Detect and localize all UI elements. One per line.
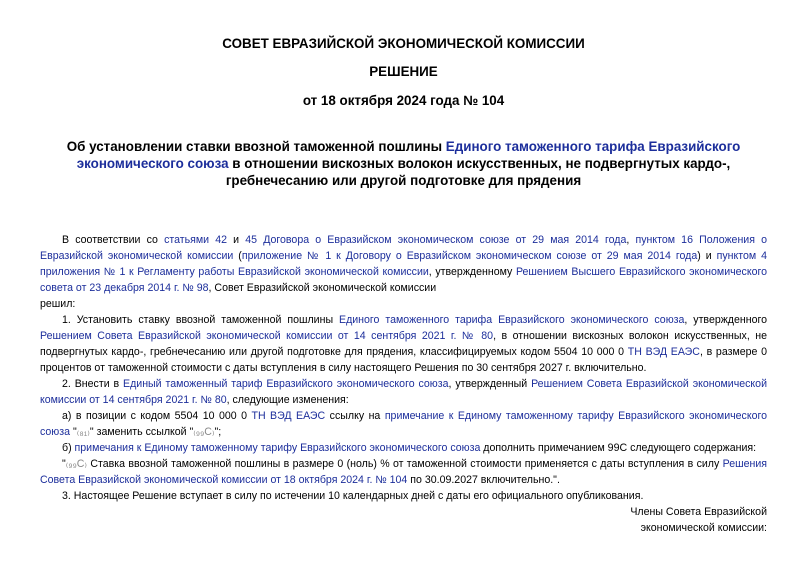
text: Ставка ввозной таможенной пошлины в размере 0 (ноль) % от таможенной стоимости применяется с даты вступления в силу (87, 458, 723, 470)
text: ( (233, 250, 242, 262)
text: , утвержденный (448, 378, 532, 390)
item-2a-paragraph (40, 408, 767, 440)
link-commission-regulation[interactable]: пунктом 16 Положения о Евразийской экономической комиссии (40, 234, 767, 262)
text: ) и (697, 250, 717, 262)
signature-block (630, 504, 767, 536)
link-council-decision-80[interactable]: Решением Совета Евразийской экономической комиссии от 14 сентября 2021 г. № 80 (40, 330, 494, 342)
text: , в отношении вискозных волокон искусственных, не подвергнутых кардо-, гребнечесанию или другой подготовке для прядения, классифицируемых кодом 5504 10 000 0 (40, 330, 767, 358)
text: 1. Установить ставку ввозной таможенной пошлины (62, 314, 340, 326)
text: " (62, 458, 66, 470)
text: , следующие изменения: (226, 394, 349, 406)
link-tariff-notes[interactable]: примечание к Единому таможенному тарифу Евразийского экономического союза (40, 410, 767, 438)
link-article-42[interactable]: статьями 42 (164, 234, 228, 246)
link-tn-ved[interactable]: ТН ВЭД ЕАЭС (251, 410, 326, 422)
title-text: в отношении вискозных волокон искусственных, не подвергнутых кардо-, гребнечесанию или другой подготовке для прядения (225, 156, 731, 188)
link-treaty-article-45[interactable]: 45 Договора о Евразийском экономическом союзе от 29 мая 2014 года (245, 234, 627, 246)
text: и (227, 234, 246, 246)
signature-line: Члены Совета Евразийской (630, 506, 767, 518)
text: , в размере 0 процентов от таможенной стоимости с даты вступления в силу настоящего Решения по 30 сентября 2027 г. включительно. (40, 346, 768, 374)
text: В соответствии со (62, 234, 165, 246)
footnote-glyph: ₍₉₉С₎ (65, 458, 88, 470)
link-council-decision-80[interactable]: Решением Совета Евразийской экономической комиссии от 14 сентября 2021 г. № 80 (40, 378, 767, 406)
text: б) (62, 442, 75, 454)
text: " (70, 426, 77, 438)
text: по 30.09.2027 включительно.". (407, 474, 560, 486)
link-supreme-council-decision[interactable]: Решением Высшего Евразийского экономического совета от 23 декабря 2014 г. № 98 (40, 266, 767, 294)
text: а) в позиции с кодом 5504 10 000 0 (62, 410, 252, 422)
item-2-paragraph (40, 376, 767, 408)
signature-line: экономической комиссии: (640, 522, 767, 534)
organization-heading: СОВЕТ ЕВРАЗИЙСКОЙ ЭКОНОМИЧЕСКОЙ КОМИССИИ (222, 36, 585, 51)
text: 2. Внести в (62, 378, 124, 390)
link-rules-of-procedure[interactable]: пунктом 4 приложения № 1 к Регламенту работы Евразийской экономической комиссии (40, 250, 767, 278)
note-99c-paragraph (40, 456, 767, 488)
text: , утвержденного (684, 314, 767, 326)
footnote-glyph: ₍₉₉С₎ (193, 426, 215, 438)
text: , утвержденному (428, 266, 516, 278)
footnote-glyph: ₍₈₁₎ (76, 426, 90, 438)
text: дополнить примечанием 99С следующего содержания: (480, 442, 757, 454)
link-customs-tariff[interactable]: Единого таможенного тарифа Евразийского экономического союза (339, 314, 685, 326)
text: ссылку на (325, 410, 385, 422)
text: , Совет Евразийской экономической комиссии (208, 282, 437, 294)
text: "; (214, 426, 222, 438)
link-customs-tariff[interactable]: Единый таможенный тариф Евразийского экономического союза (123, 378, 449, 390)
text: , (626, 234, 636, 246)
document-type-heading: РЕШЕНИЕ (369, 64, 438, 79)
item-1-paragraph (40, 312, 767, 376)
link-tariff-notes[interactable]: примечания к Единому таможенному тарифу Евразийского экономического союза (74, 442, 481, 454)
title-link-customs-tariff[interactable]: Единого таможенного тарифа Евразийского экономического союза (76, 139, 741, 171)
link-council-decision-104[interactable]: Решения Совета Евразийской экономической комиссии от 18 октября 2024 г. № 104 (40, 458, 767, 486)
item-2b-paragraph (40, 440, 767, 456)
document-date-number: от 18 октября 2024 года № 104 (302, 93, 505, 108)
link-treaty-annex-1[interactable]: приложение № 1 к Договору о Евразийском экономическом союзе от 29 мая 2014 года (241, 250, 698, 262)
link-tn-ved[interactable]: ТН ВЭД ЕАЭС (627, 346, 700, 358)
resolved-label: решил: (40, 298, 76, 310)
preamble-paragraph (40, 232, 767, 296)
item-3-paragraph: 3. Настоящее Решение вступает в силу по истечении 10 календарных дней с даты его официального опубликования. (62, 490, 644, 502)
text: " заменить ссылкой " (89, 426, 194, 438)
document-title (60, 138, 747, 189)
title-text: Об установлении ставки ввозной таможенной пошлины (66, 139, 446, 154)
